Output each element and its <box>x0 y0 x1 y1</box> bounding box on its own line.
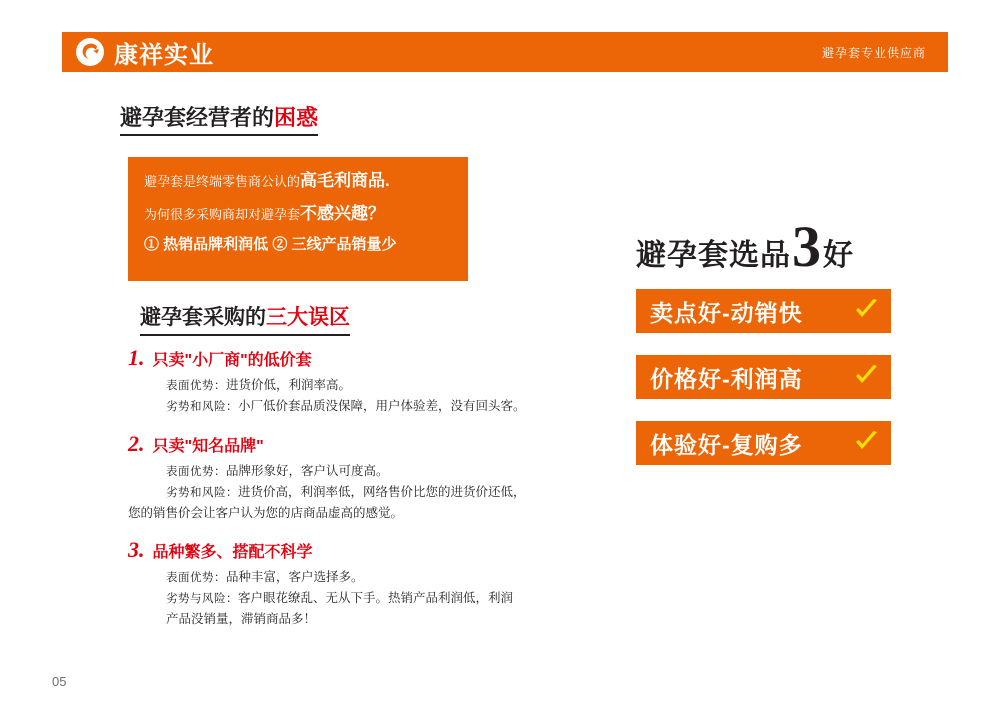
list-item-title: 品种繁多、搭配不科学 <box>152 543 313 561</box>
list-item-row <box>166 568 598 587</box>
list-item-row-label: 劣势和风险： <box>166 486 238 499</box>
section-title-confusion <box>120 105 318 136</box>
list-item-row <box>166 483 598 502</box>
list-item-row-label: 表面优势： <box>166 380 226 392</box>
list-item-title: 只卖"小厂商"的低价套 <box>152 352 312 369</box>
benefit-label: 卖点好-动销快 <box>650 299 803 326</box>
benefit-badge-1 <box>636 289 891 333</box>
highlight-line-1-small: 避孕套是终端零售商公认的 <box>144 174 301 189</box>
list-item <box>128 431 598 523</box>
section-title-mistakes-wrap <box>140 301 350 336</box>
check-icon <box>853 298 879 324</box>
right-content-column <box>636 214 936 487</box>
header-bar <box>62 32 948 72</box>
section-title-mistakes-accent: 三大误区 <box>266 306 350 329</box>
selection-title-number: 3 <box>792 214 822 279</box>
list-item-body <box>166 376 598 417</box>
list-item-row <box>166 376 598 395</box>
list-item-number: 2. <box>128 430 145 456</box>
list-item-heading <box>128 537 598 563</box>
benefit-label: 价格好-利润高 <box>650 365 803 392</box>
selection-title <box>636 214 936 279</box>
check-icon <box>853 364 879 390</box>
list-item-row <box>166 589 598 608</box>
list-item-row-text: 进货价低，利润率高。 <box>226 378 352 392</box>
header-tagline: 避孕套专业供应商 <box>821 45 926 60</box>
section-title-confusion-accent: 困惑 <box>274 105 319 130</box>
benefit-badge-3 <box>636 421 891 465</box>
list-item-row <box>166 610 598 629</box>
list-item-row-text: 产品没销量，滞销商品多！ <box>166 612 317 627</box>
brand-name: 康祥实业 <box>114 41 214 69</box>
list-item-row-label: 表面优势： <box>166 465 226 478</box>
list-item-heading <box>128 345 598 371</box>
list-item-row-label: 劣势和风险： <box>166 401 238 414</box>
section-title-confusion-main: 避孕套经营者的 <box>120 105 275 130</box>
left-content-column <box>120 105 600 627</box>
highlight-line-1 <box>144 171 452 191</box>
page-number: 05 <box>52 674 67 689</box>
mistake-list <box>128 345 598 643</box>
list-item-row <box>166 397 598 416</box>
list-item-row-text: 品种丰富，客户选择多。 <box>226 569 364 584</box>
list-item-row-text: 客户眼花缭乱、无从下手。热销产品利润低，利润 <box>238 591 514 605</box>
list-item-number: 1. <box>128 345 145 370</box>
benefit-label: 体验好-复购多 <box>650 431 803 458</box>
list-item-row <box>166 462 598 481</box>
list-item-heading <box>128 431 598 457</box>
selection-title-pre: 避孕套选品 <box>636 239 791 273</box>
list-item-number: 3. <box>128 536 145 562</box>
list-item-row-text: 您的销售价会让客户认为您的店商品虚高的感觉。 <box>128 506 404 520</box>
check-icon <box>853 430 879 456</box>
list-item-title: 只卖"知名品牌" <box>152 437 264 455</box>
highlight-line-2-small: 为何很多采购商却对避孕套 <box>144 206 301 222</box>
list-item-body <box>128 462 598 523</box>
list-item <box>128 537 598 629</box>
highlight-line-1-big: 高毛利商品. <box>300 171 390 190</box>
list-item-row-label: 劣势与风险： <box>166 593 238 605</box>
highlight-line-2 <box>144 204 452 224</box>
section-title-mistakes <box>140 301 350 336</box>
list-item-row-text: 小厂低价套品质没保障，用户体验差，没有回头客。 <box>238 399 526 414</box>
swirl-logo-icon <box>76 38 104 66</box>
section-title-mistakes-main: 避孕套采购的 <box>140 306 266 329</box>
benefit-badge-2 <box>636 355 891 399</box>
list-item-row-text: 进货价高，利润率低，网络售价比您的进货价还低， <box>238 484 526 499</box>
list-item <box>128 345 598 417</box>
list-item-row-text: 品牌形象好，客户认可度高。 <box>226 463 389 478</box>
list-item-row <box>128 504 598 523</box>
highlight-line-2-big: 不感兴趣？ <box>300 203 386 223</box>
list-item-row-label: 表面优势： <box>166 571 226 584</box>
highlight-line-3: ① 热销品牌利润低 ② 三线产品销量少 <box>144 236 397 254</box>
highlight-box <box>128 157 468 281</box>
list-item-body <box>166 568 598 629</box>
selection-title-post: 好 <box>823 239 854 273</box>
